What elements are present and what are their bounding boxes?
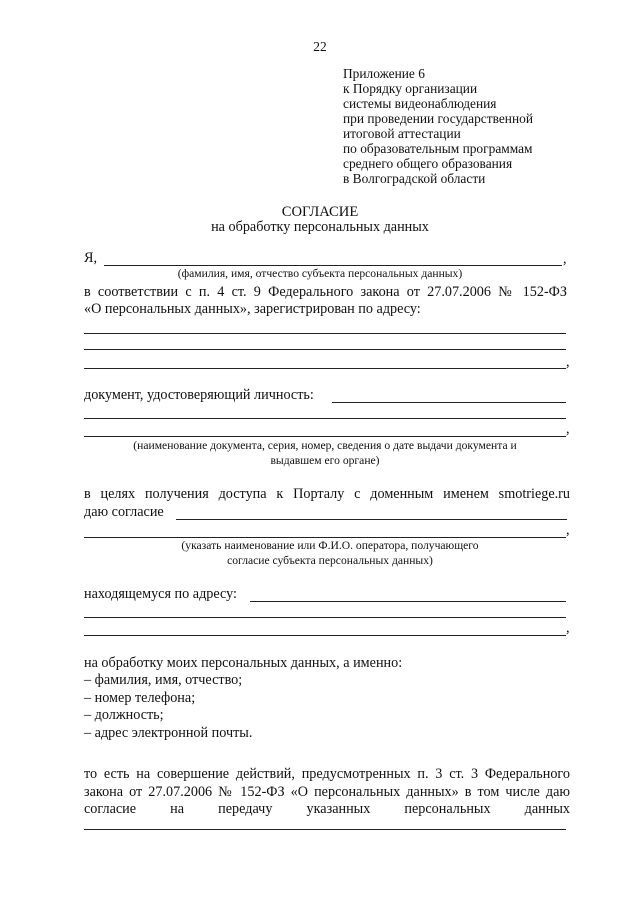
ya-label: Я, (84, 250, 98, 266)
word: данных (524, 801, 570, 817)
consent-label: даю согласие (84, 504, 164, 520)
address-line-2[interactable] (84, 349, 566, 350)
appendix-line: системы видеонаблюдения (343, 96, 497, 111)
list-item: – номер телефона; (84, 689, 196, 706)
operator-address-line-3[interactable] (84, 635, 566, 636)
transfer-field-line[interactable] (84, 829, 566, 830)
final-paragraph-line: закона от 27.07.2006 № 152-ФЗ «О персональных данных» в том числе даю (84, 784, 570, 800)
word: на (170, 801, 185, 817)
operator-caption: согласие субъекта персональных данных) (227, 554, 433, 567)
page-number: 22 (313, 39, 327, 54)
operator-comma: , (566, 522, 570, 538)
list-item: – фамилия, имя, отчество; (84, 672, 243, 688)
registration-label: «О персональных данных», зарегистрирован по адресу: (84, 301, 421, 317)
fio-comma: , (563, 251, 567, 267)
id-document-field-line[interactable] (332, 402, 566, 403)
appendix-line: среднего общего образования (343, 156, 513, 171)
list-item: – адрес электронной почты. (84, 724, 253, 741)
operator-address-label: находящемуся по адресу: (84, 586, 237, 602)
appendix-block (343, 66, 533, 186)
document-title: СОГЛАСИЕ (281, 204, 359, 220)
list-item: – должность; (84, 707, 164, 723)
id-document-line-3[interactable] (84, 436, 566, 437)
data-items-list (84, 672, 252, 742)
fio-caption: (фамилия, имя, отчество субъекта персональных данных) (177, 267, 463, 280)
appendix-line: Приложение 6 (343, 66, 425, 81)
operator-address-comma: , (566, 620, 570, 636)
operator-field-line[interactable] (176, 519, 567, 520)
word: согласие (84, 801, 137, 817)
appendix-line: в Волгоградской области (343, 171, 486, 186)
operator-address-line-2[interactable] (84, 617, 566, 618)
word: передачу (218, 801, 273, 817)
law-reference-line: в соответствии с п. 4 ст. 9 Федерального закона от 27.07.2006 № 152-ФЗ (84, 284, 567, 300)
appendix-line: при проведении государственной (343, 111, 533, 126)
document-subtitle: на обработку персональных данных (211, 219, 429, 235)
word: указанных (306, 801, 371, 817)
id-document-label: документ, удостоверяющий личность: (84, 387, 314, 403)
appendix-line: к Порядку организации (343, 81, 478, 96)
id-document-line-2[interactable] (84, 418, 566, 419)
purpose-line: в целях получения доступа к Порталу с доменным именем smotriege.ru (84, 486, 570, 502)
address-comma: , (566, 354, 570, 370)
id-document-caption: выдавшем его органе) (270, 454, 380, 467)
word: персональных (404, 801, 491, 817)
address-line-3[interactable] (84, 368, 566, 369)
operator-address-line-1[interactable] (250, 601, 566, 602)
processing-intro: на обработку моих персональных данных, а именно: (84, 655, 403, 671)
final-paragraph-line (84, 801, 570, 818)
appendix-line: итоговой аттестации (343, 126, 461, 141)
appendix-line: по образовательным программам (343, 141, 533, 156)
id-document-caption: (наименование документа, серия, номер, сведения о дате выдачи документа и (133, 439, 517, 452)
operator-caption: (указать наименование или Ф.И.О. оператора, получающего (181, 539, 479, 552)
address-line-1[interactable] (84, 333, 566, 334)
final-paragraph-line: то есть на совершение действий, предусмотренных п. 3 ст. 3 Федерального (84, 766, 570, 782)
id-document-comma: , (566, 421, 570, 437)
